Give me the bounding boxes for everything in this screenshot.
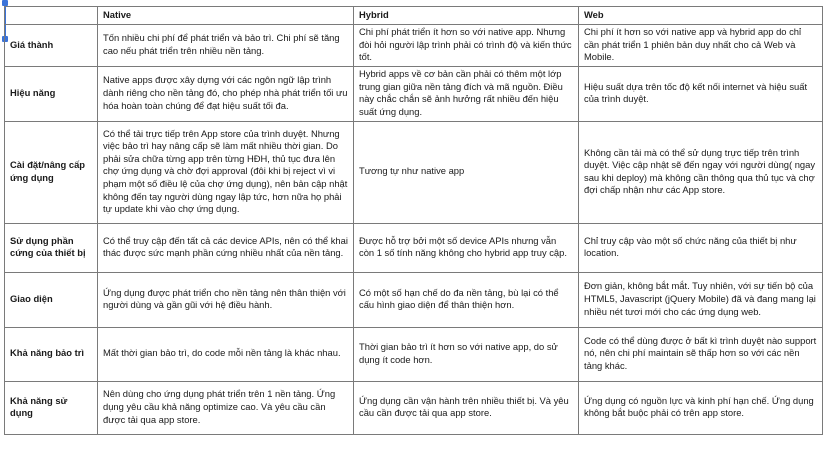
web-cell[interactable]: Đơn giản, không bắt mắt. Tuy nhiên, với sự tiến bộ của HTML5, Javascript (jQuery Mobile) đã và đang mang lại nhiều nét tươi mới cho các ứng dụng web. (579, 272, 823, 327)
web-cell[interactable]: Code có thể dùng được ở bất kì trình duyệt nào support nó, nên chi phí maintain sẽ thấp hơn so với các nền tảng khác. (579, 327, 823, 381)
hybrid-cell[interactable]: Tương tự như native app (354, 121, 579, 223)
table-row (5, 66, 823, 121)
table-row (5, 121, 823, 223)
comparison-table (4, 6, 823, 435)
row-header-cell[interactable]: Cài đặt/nâng cấp ứng dụng (5, 121, 98, 223)
header-cell-web[interactable]: Web (579, 7, 823, 25)
row-header-cell[interactable]: Giá thành (5, 25, 98, 67)
row-header-cell[interactable]: Khả năng sử dụng (5, 381, 98, 434)
native-cell[interactable]: Có thể tải trực tiếp trên App store của trình duyệt. Nhưng việc bảo trì hay nâng cấp sẽ làm mất nhiều thời gian. Do phải sửa chữa từng app trên từng HĐH, thủ tục đưa lên chợ ứng dụng và chờ đợi approval (đôi khi bị reject vì vi phạm một số điều lệ của chợ ứng dụng), nên bản cập nhật không đến tay người dùng ngay lập tức, hơn nữa họ phải tự update khi vào chợ ứng dụng. (98, 121, 354, 223)
row-header-cell[interactable]: Sử dụng phần cứng của thiết bị (5, 223, 98, 272)
hybrid-cell[interactable]: Được hỗ trợ bởi một số device APIs nhưng vẫn còn 1 số tính năng không cho hybrid app truy cập. (354, 223, 579, 272)
row-header-cell[interactable]: Giao diện (5, 272, 98, 327)
table-row (5, 272, 823, 327)
web-cell[interactable]: Không cần tải mà có thể sử dụng trực tiếp trên trình duyệt. Việc cập nhật sẽ đến ngay với người dùng( ngay sau khi deploy) mà không cần thông qua thủ tục và chợ đợi chấp nhận như các App store. (579, 121, 823, 223)
web-cell[interactable]: Hiệu suất dựa trên tốc độ kết nối internet và hiệu suất của trình duyệt. (579, 66, 823, 121)
hybrid-cell[interactable]: Ứng dụng cần vận hành trên nhiều thiết bị. Và yêu cầu cần được tải qua app store. (354, 381, 579, 434)
hybrid-cell[interactable]: Thời gian bảo trì ít hơn so với native app, do sử dụng ít code hơn. (354, 327, 579, 381)
native-cell[interactable]: Tốn nhiều chi phí để phát triển và bảo trì. Chi phí sẽ tăng cao nếu phát triển trên nhiều nền tảng. (98, 25, 354, 67)
hybrid-cell[interactable]: Có một số hạn chế do đa nền tảng, bù lại có thể cấu hình giao diện để thân thiện hơn. (354, 272, 579, 327)
row-header-cell[interactable]: Khả năng bảo trì (5, 327, 98, 381)
native-cell[interactable]: Mất thời gian bảo trì, do code mỗi nền tảng là khác nhau. (98, 327, 354, 381)
native-cell[interactable]: Native apps được xây dựng với các ngôn ngữ lập trình dành riêng cho nền tảng đó, cho phép nhà phát triển tối ưu hóa hoàn toàn chúng để đạt hiệu suất tối đa. (98, 66, 354, 121)
table-row (5, 327, 823, 381)
native-cell[interactable]: Nên dùng cho ứng dụng phát triển trên 1 nền tảng. Ứng dụng yêu cầu khả năng optimize cao. Và yêu cầu cần được tải qua app store. (98, 381, 354, 434)
row-header-cell[interactable]: Hiệu năng (5, 66, 98, 121)
web-cell[interactable]: Chỉ truy cập vào một số chức năng của thiết bị như location. (579, 223, 823, 272)
hybrid-cell[interactable]: Chi phí phát triển ít hơn so với native app. Nhưng đòi hỏi người lập trình phải có trình độ và kiến thức tốt. (354, 25, 579, 67)
web-cell[interactable]: Chi phí ít hơn so với native app và hybrid app do chỉ cần phát triển 1 phiên bản duy nhất cho cả Web và Mobile. (579, 25, 823, 67)
header-cell-native[interactable]: Native (98, 7, 354, 25)
header-cell-hybrid[interactable]: Hybrid (354, 7, 579, 25)
table-row (5, 25, 823, 67)
header-row (5, 7, 823, 25)
hybrid-cell[interactable]: Hybrid apps về cơ bản cần phải có thêm một lớp trung gian giữa nền tảng đích và mã nguồn. Điều này chắc chắn sẽ ảnh hưởng rất nhiều đến hiệu suất ứng dụng. (354, 66, 579, 121)
native-cell[interactable]: Ứng dụng được phát triển cho nền tảng nên thân thiện với người dùng và gần gũi với hệ điều hành. (98, 272, 354, 327)
web-cell[interactable]: Ứng dụng có nguồn lực và kinh phí hạn chế. Ứng dụng không bắt buộc phải có trên app store. (579, 381, 823, 434)
table-row (5, 223, 823, 272)
header-cell-empty[interactable] (5, 7, 98, 25)
table-row (5, 381, 823, 434)
native-cell[interactable]: Có thể truy cập đến tất cả các device APIs, nên có thể khai thác được sức mạnh phần cứng nhiều nhất của nền tảng. (98, 223, 354, 272)
